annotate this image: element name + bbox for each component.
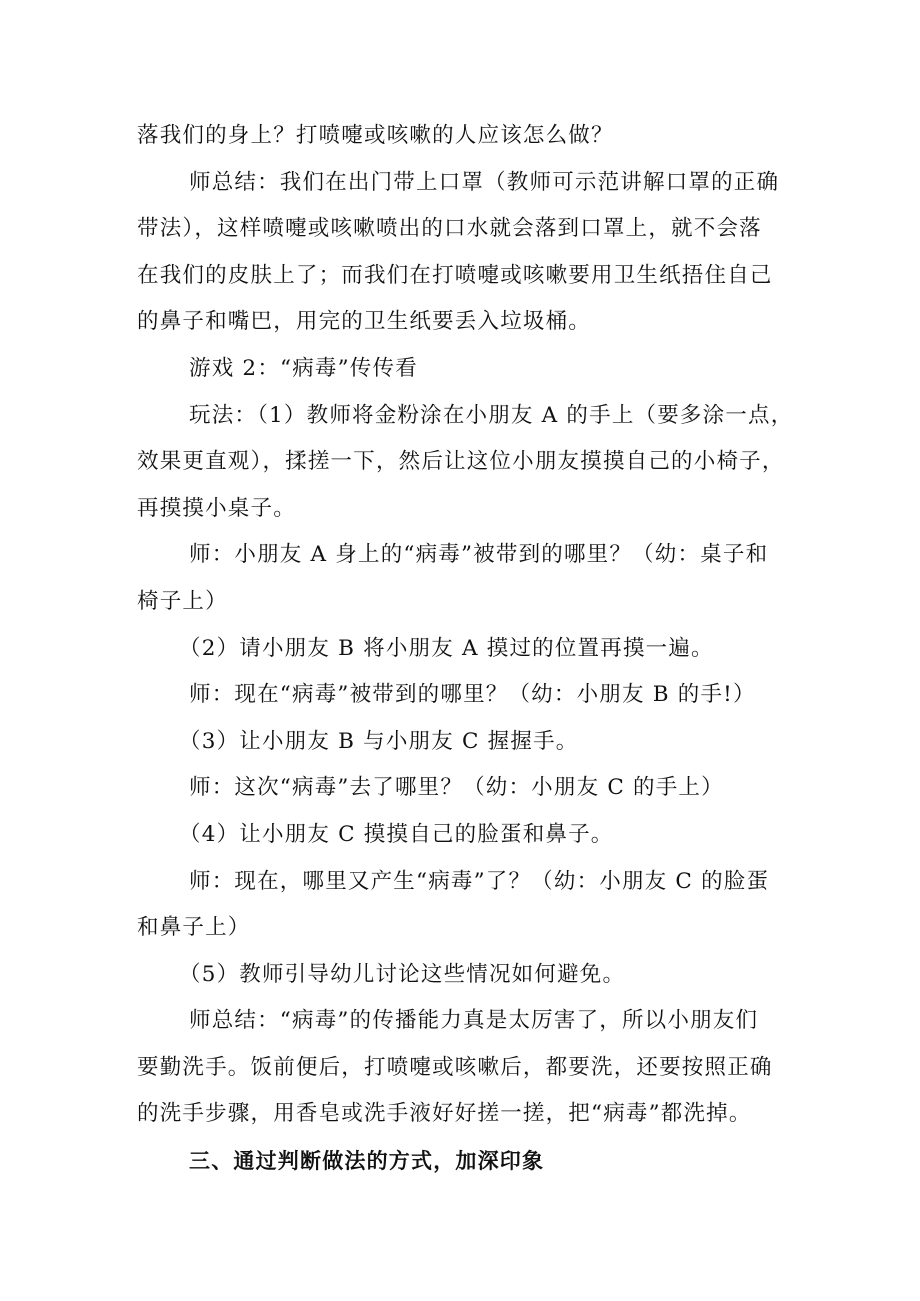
paragraph-line: 师：这次“病毒”去了哪里？（幼：小朋友 C 的手上） bbox=[189, 775, 724, 801]
paragraph-line: 落我们的身上？打喷嚏或咳嗽的人应该怎么做？ bbox=[137, 123, 614, 148]
step-line: （3）让小朋友 B 与小朋友 C 握握手。 bbox=[179, 728, 579, 754]
paragraph-line: 的洗手步骤，用香皂或洗手液好好搓一搓，把“病毒”都洗掉。 bbox=[137, 1101, 752, 1127]
section-heading: 三、通过判断做法的方式，加深印象 bbox=[189, 1149, 545, 1174]
step-line: （4）让小朋友 C 摸摸自己的脸蛋和鼻子。 bbox=[179, 821, 614, 847]
paragraph-line: 师总结：我们在出门带上口罩（教师可示范讲解口罩的正确 bbox=[189, 169, 780, 195]
paragraph-line: 师总结：“病毒”的传播能力真是太厉害了，所以小朋友们 bbox=[189, 1008, 759, 1034]
paragraph-line: 在我们的皮肤上了；而我们在打喷嚏或咳嗽要用卫生纸捂住自己 bbox=[137, 262, 773, 288]
paragraph-line: 和鼻子上） bbox=[137, 915, 251, 941]
paragraph-line: 玩法：（1）教师将金粉涂在小朋友 A 的手上（要多涂一点， bbox=[189, 402, 794, 428]
paragraph-line: 要勤洗手。饭前便后，打喷嚏或咳嗽后，都要洗，还要按照正确 bbox=[137, 1054, 773, 1080]
paragraph-line: 效果更直观），揉搓一下，然后让这位小朋友摸摸自己的小椅子， bbox=[137, 449, 785, 475]
paragraph-line: 师：现在，哪里又产生“病毒”了？（幼：小朋友 C 的脸蛋 bbox=[189, 868, 770, 894]
paragraph-line: 的鼻子和嘴巴，用完的卫生纸要丢入垃圾桶。 bbox=[137, 309, 592, 335]
step-line: （5）教师引导幼儿讨论这些情况如何避免。 bbox=[179, 961, 626, 987]
paragraph-line: 带法），这样喷嚏或咳嗽喷出的口水就会落到口罩上，就不会落 bbox=[137, 216, 762, 242]
step-line: （2）请小朋友 B 将小朋友 A 摸过的位置再摸一遍。 bbox=[179, 635, 714, 661]
document-body bbox=[137, 113, 797, 1185]
paragraph-line: 再摸摸小桌子。 bbox=[137, 495, 296, 521]
paragraph-line: 师：现在“病毒”被带到的哪里？（幼：小朋友 B 的手!） bbox=[189, 682, 756, 708]
game-heading: 游戏 2：“病毒”传传看 bbox=[189, 355, 418, 381]
paragraph-line: 椅子上） bbox=[137, 588, 228, 614]
paragraph-line: 师：小朋友 A 身上的“病毒”被带到的哪里？（幼：桌子和 bbox=[189, 542, 769, 568]
